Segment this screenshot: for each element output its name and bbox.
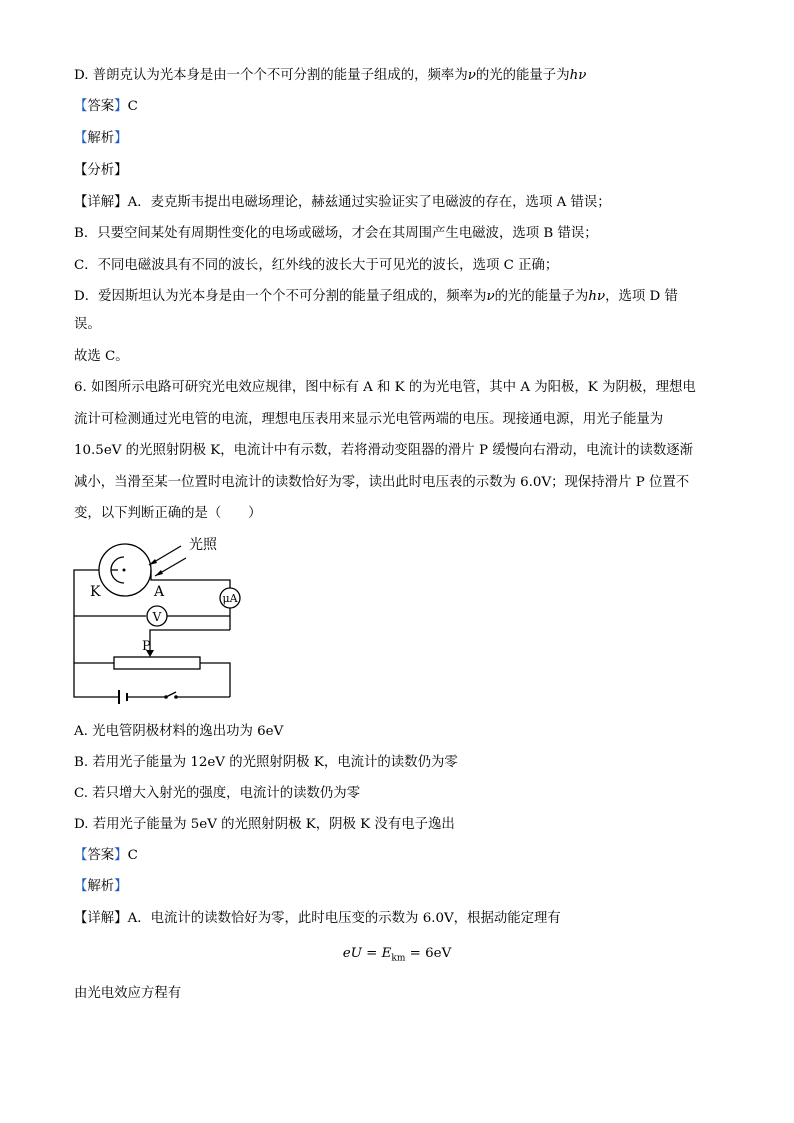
anode-dot: [123, 569, 126, 572]
question-6-line-3: 10.5eV 的光照射阴极 K，电流计中有示数，若将滑动变阻器的滑片 P 缓慢向右滑动，电流计的读数逐渐: [74, 443, 694, 458]
detail-1-d-cont: 误。: [74, 317, 101, 332]
anode-label: A: [154, 584, 165, 600]
option-c: C. 若只增大入射光的强度，电流计的读数仍为零: [74, 786, 361, 801]
option-d-previous: D. 普朗克认为光本身是由一个个不可分割的能量子组成的，频率为ν的光的能量子为hν: [74, 68, 587, 83]
rheostat: [114, 657, 200, 669]
formula-kinetic-energy: eU = $E_{km} = 6eV$: [342, 946, 452, 964]
analysis-2: 【解析】: [74, 879, 128, 894]
conclusion-1: 故选 C。: [74, 349, 129, 364]
question-6-line-2: 流计可检测通过光电管的电流，理想电压表用来显示光电管两端的电压。现接通电源，用光子能量为: [74, 412, 664, 427]
question-6-line-5: 变，以下判断正确的是（ ）: [74, 506, 262, 521]
battery-short-plate: [126, 693, 128, 701]
cathode-label: K: [90, 584, 101, 600]
detail-1: 【详解】A．麦克斯韦提出电磁场理论，赫兹通过实验证实了电磁波的存在，选项 A 错误；: [74, 195, 611, 210]
analysis-1: 【解析】: [74, 131, 128, 146]
answer-1: 【答案】C: [74, 99, 138, 114]
detail-1-b: B．只要空间某处有周期性变化的电场或磁场，才会在其周围产生电磁波，选项 B 错误；: [74, 226, 598, 241]
voltmeter-label: V: [152, 610, 162, 624]
photoelectric-equation-intro: 由光电效应方程有: [74, 986, 182, 1001]
detail-1-c: C．不同电磁波具有不同的波长，红外线的波长大于可见光的波长，选项 C 正确；: [74, 258, 559, 273]
fenxi: 【分析】: [74, 163, 128, 178]
light-arrowhead-2: [155, 570, 163, 576]
question-6-line-1: 6. 如图所示电路可研究光电效应规律，图中标有 A 和 K 的为光电管，其中 A 为阳极，K 为阴极，理想电: [74, 380, 696, 395]
microammeter-label: μA: [222, 592, 238, 605]
circuit-diagram: [66, 532, 256, 704]
question-6-line-4: 减小，当滑至某一位置时电流计的读数恰好为零，读出此时电压表的示数为 6.0V；现保持滑片 P 位置不: [74, 475, 690, 490]
detail-2: 【详解】A．电流计的读数恰好为零，此时电压变的示数为 6.0V，根据动能定理有: [74, 911, 561, 926]
option-d: D. 若用光子能量为 5eV 的光照射阴极 K，阴极 K 没有电子逸出: [74, 817, 455, 832]
battery-long-plate: [118, 690, 120, 704]
slider-label: P: [142, 639, 151, 654]
light-label: 光照: [189, 537, 217, 553]
switch-dot-right: [174, 695, 178, 699]
option-b: B. 若用光子能量为 12eV 的光照射阴极 K，电流计的读数仍为零: [74, 755, 458, 770]
switch-dot-left: [164, 695, 168, 699]
answer-2: 【答案】C: [74, 848, 138, 863]
detail-1-d: D．爱因斯坦认为光本身是由一个个不可分割的能量子组成的，频率为ν的光的能量子为hν，选项 D 错: [74, 289, 678, 304]
option-a: A. 光电管阴极材料的逸出功为 6eV: [74, 724, 284, 739]
